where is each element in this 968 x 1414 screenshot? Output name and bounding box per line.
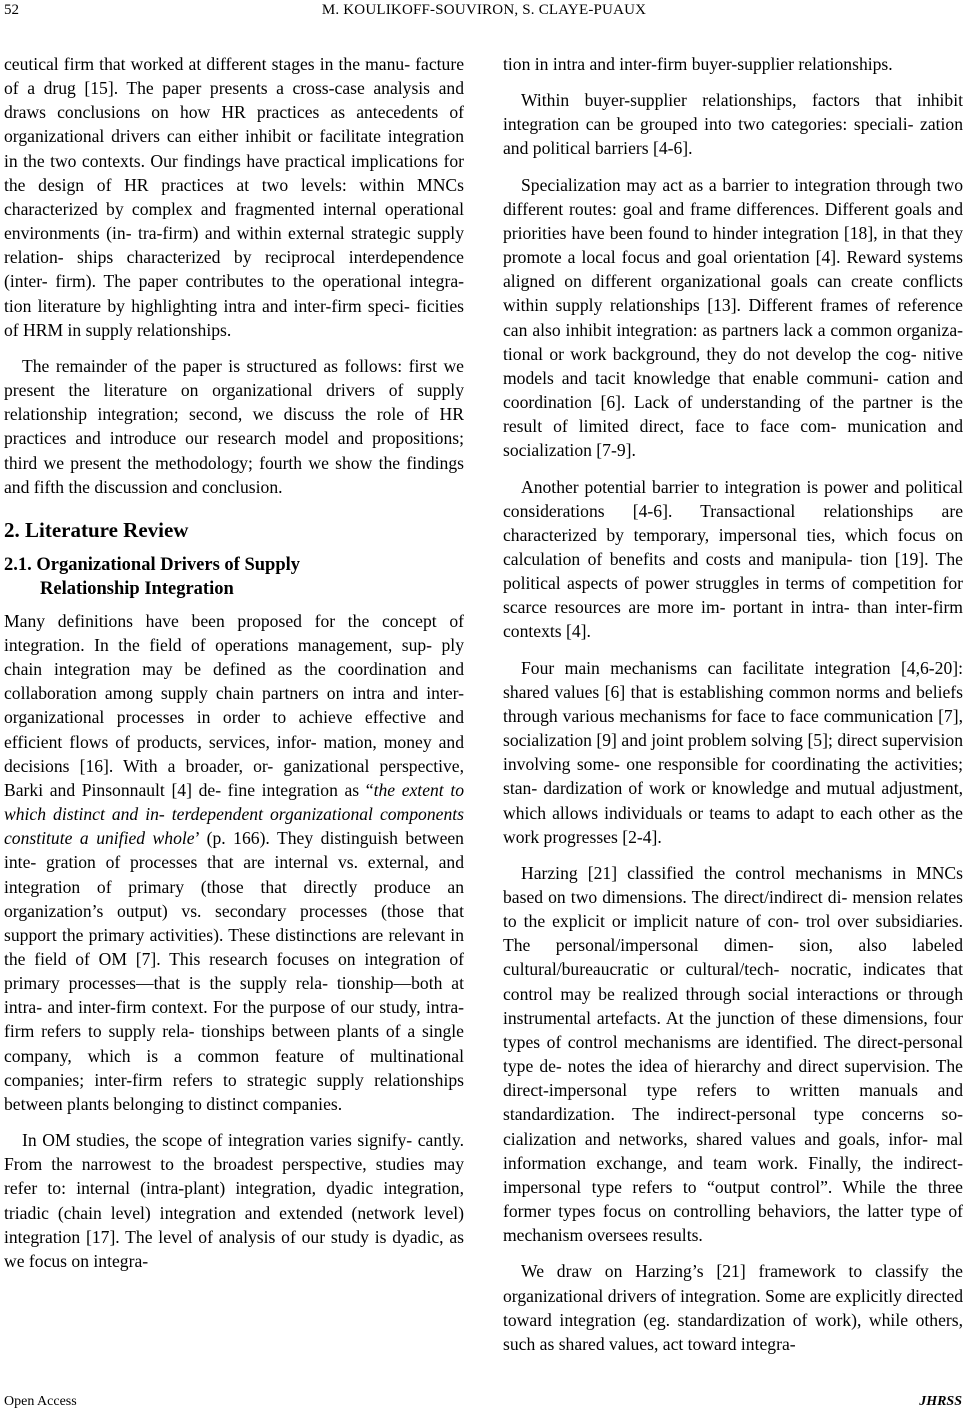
paragraph: Another potential barrier to integration is power and political considerations [4-6]. Transactional relationships are characterized by temporary, impersonal ties, which focus on calculation of benefits and costs and manipula- tion [19]. The political aspects of power struggles in terms of competition for scarce resources are more im- portant in intra- than inter-firm contexts [4]. [503,476,963,642]
page-number: 52 [4,2,19,18]
paragraph: Within buyer-supplier relationships, factors that inhibit integration can be grouped into two categories: speciali- zation and political barriers [4-6]. [503,90,963,159]
paragraph-text: ’ (p. 166). They distinguish between inte- gration of processes that are internal vs. external, and integration of primary (those that directly produce an organization’s output) vs. secondary processes (those that support the primary activities). These distinctions are relevant in the field of OM [7]. This research focuses on integration of primary processes—that is the supply rela- tionship—both at intra- and inter-firm context. For the purpose of our study, intra-firm refers to supply rela- tionships between plants of a single company, which is a common feature of multinational companies; inter-firm refers to strategic supply relationships between plants belonging to distinct companies. [4,828,464,1114]
paragraph: Four main mechanisms can facilitate integration [4,6-20]: shared values [6] that is establishing common norms and beliefs through various mechanisms for face to face communication [7], socialization [9] and joint problem solving [5]; direct supervision involving some- one responsible for coordinating the activities; stan- dardization of work or knowledge and mutual adjustment, which allows individuals or teams to adapt to each other as the work progresses [2-4]. [503,657,963,847]
paragraph: tion in intra and inter-firm buyer-supplier relationships. [503,54,893,74]
paragraph: The remainder of the paper is structured as follows: first we present the literature on organizational drivers of supply relationship integration; second, we discuss the role of HR practices and introduce our research model and propositions; third we present the methodology; fourth we show the findings and fifth the discussion and conclusion. [4,355,464,497]
paragraph: Specialization may act as a barrier to integration through two different routes: goal and frame differences. Different goals and priorities have been found to hinder integration [18], in that they promote a local focus and goal orientation [4]. Reward systems aligned on different organizational goals can create conflicts within supply relationships [13]. Different frames of reference can also inhibit integration: as partners lack a common organiza- tional or work background, they do not develop the cog- nitive models and tacit knowledge that enable communi- cation and coordination [6]. Lack of understanding of the partner is the result of limited direct, face to face com- munication and socialization [7-9]. [503,174,963,461]
running-title: M. KOULIKOFF-SOUVIRON, S. CLAYE-PUAUX [321,2,647,18]
subsection-heading-line1: 2.1. Organizational Drivers of Supply [4,554,301,575]
section-heading: 2. Literature Review [4,517,189,542]
paragraph [4,609,464,1116]
page-footer [0,1392,968,1414]
paragraph: We draw on Harzing’s [21] framework to classify the organizational drivers of integration. Some are explicitly directed toward integration (eg. standardization of work), while others, such as shared values, act toward integra- [503,1261,963,1354]
right-column [503,52,963,1368]
paragraph-text: Many definitions have been proposed for the concept of integration. In the field of operations management, sup- ply chain integration may be defined as the coordination and collaboration among supply chain partners on intra and inter-organizational processes in order to achieve effective and efficient flows of products, services, infor- mation, money and decisions [16]. With a broader, or- ganizational perspective, Barki and Pinsonnault [4] de- fine integration as “ [4,610,464,800]
quotation: the extent to which distinct and in- terdependent organizational components constitute a unified whole [4,779,465,849]
paragraph: In OM studies, the scope of integration varies signify- cantly. From the narrowest to the broadest perspective, studies may refer to: internal (intra-plant) integration, dyadic integration, triadic (chain level) integration and extended (network level) integration [17]. The level of analysis of our study is dyadic, as we focus on integra- [4,1130,464,1271]
page-header [0,0,968,26]
open-access-label: Open Access [4,1394,77,1409]
paragraph: ceutical firm that worked at different stages in the manu- facture of a drug [15]. The paper presents a cross-case analysis and draws conclusions on how HR practices as antecedents of organizational drivers can either inhibit or facilitate integration in the two contexts. Our findings have practical implications for the design of HR practices at two levels: within MNCs characterized by complex and fragmented internal operational environments (in- tra-firm) and within external strategic supply relation- ships characterized by reciprocal interdependence (inter- firm). The paper contributes to the operational integra- tion literature by highlighting intra and inter-firm speci- ficities of HRM in supply relationships. [4,54,464,340]
journal-abbreviation: JHRSS [919,1394,962,1409]
subsection-heading-line2: Relationship Integration [40,578,234,599]
paragraph: Harzing [21] classified the control mechanisms in MNCs based on two dimensions. The direct/indirect di- mension relates to the explicit or implicit nature of con- trol over subsidiaries. The personal/impersonal dimen- sion, also labeled cultural/bureaucratic or cultural/tech- nocratic, indicates that control may be realized through social interactions or through instrumental artefacts. At the junction of these dimensions, four types of control mechanisms are identified. The direct-personal type de- notes the idea of hierarchy and direct supervision. The direct-impersonal type refers to written manuals and standardization. The indirect-personal type concerns so- cialization and networks, shared values and goals, infor- mal information exchange, and team work. Finally, the indirect-impersonal type refers to “output control”. While the three former types focus on controlling behaviors, the latter type of mechanism oversees results. [503,862,963,1246]
subsection-heading [4,553,464,601]
left-column [4,52,464,1285]
